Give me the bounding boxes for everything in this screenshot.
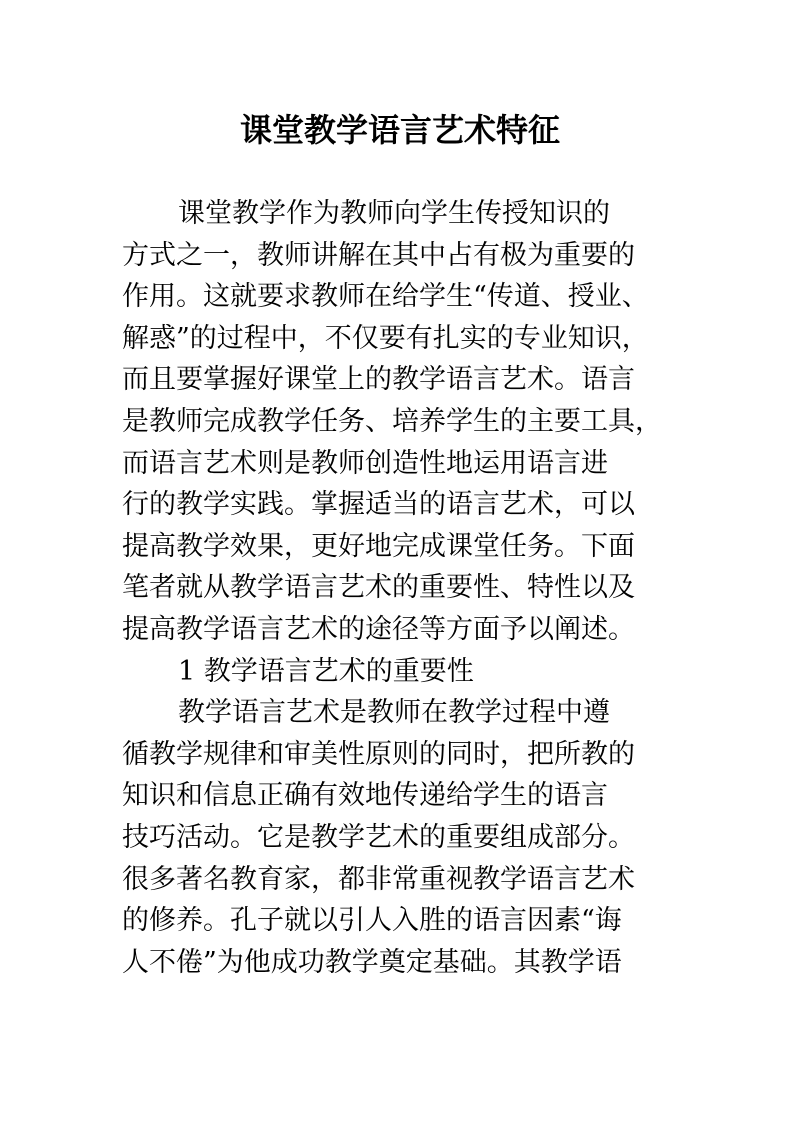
document-title: 课堂教学语言艺术特征 [239, 111, 560, 149]
body-line: 行的教学实践。掌握适当的语言艺术，可以 [122, 489, 635, 521]
body-line: 人不倦”为他成功教学奠定基础。其教学语 [122, 946, 622, 978]
body-line: 循教学规律和审美性原则的同时，把所教的 [122, 738, 635, 770]
body-line: 而语言艺术则是教师创造性地运用语言进 [122, 447, 608, 479]
body-line: 解惑”的过程中，不仅要有扎实的专业知识， [122, 322, 649, 354]
section-heading: 1 教学语言艺术的重要性 [178, 655, 474, 687]
body-line: 方式之一，教师讲解在其中占有极为重要的 [122, 239, 635, 271]
body-line: 知识和信息正确有效地传递给学生的语言 [122, 780, 608, 812]
body-line: 笔者就从教学语言艺术的重要性、特性以及 [122, 572, 635, 604]
document-body [122, 193, 692, 983]
body-line: 而且要掌握好课堂上的教学语言艺术。语言 [122, 364, 635, 396]
body-line: 很多著名教育家，都非常重视教学语言艺术 [122, 863, 635, 895]
body-line: 技巧活动。它是教学艺术的重要组成部分。 [122, 821, 635, 853]
body-line: 提高教学效果，更好地完成课堂任务。下面 [122, 530, 635, 562]
body-line: 是教师完成教学任务、培养学生的主要工具， [122, 405, 662, 437]
body-line: 作用。这就要求教师在给学生“传道、授业、 [122, 281, 649, 313]
body-line: 的修养。孔子就以引人入胜的语言因素“诲 [122, 905, 622, 937]
body-line: 教学语言艺术是教师在教学过程中遵 [178, 697, 610, 729]
body-line: 课堂教学作为教师向学生传授知识的 [178, 198, 610, 229]
body-line: 提高教学语言艺术的途径等方面予以阐述。 [122, 613, 635, 645]
